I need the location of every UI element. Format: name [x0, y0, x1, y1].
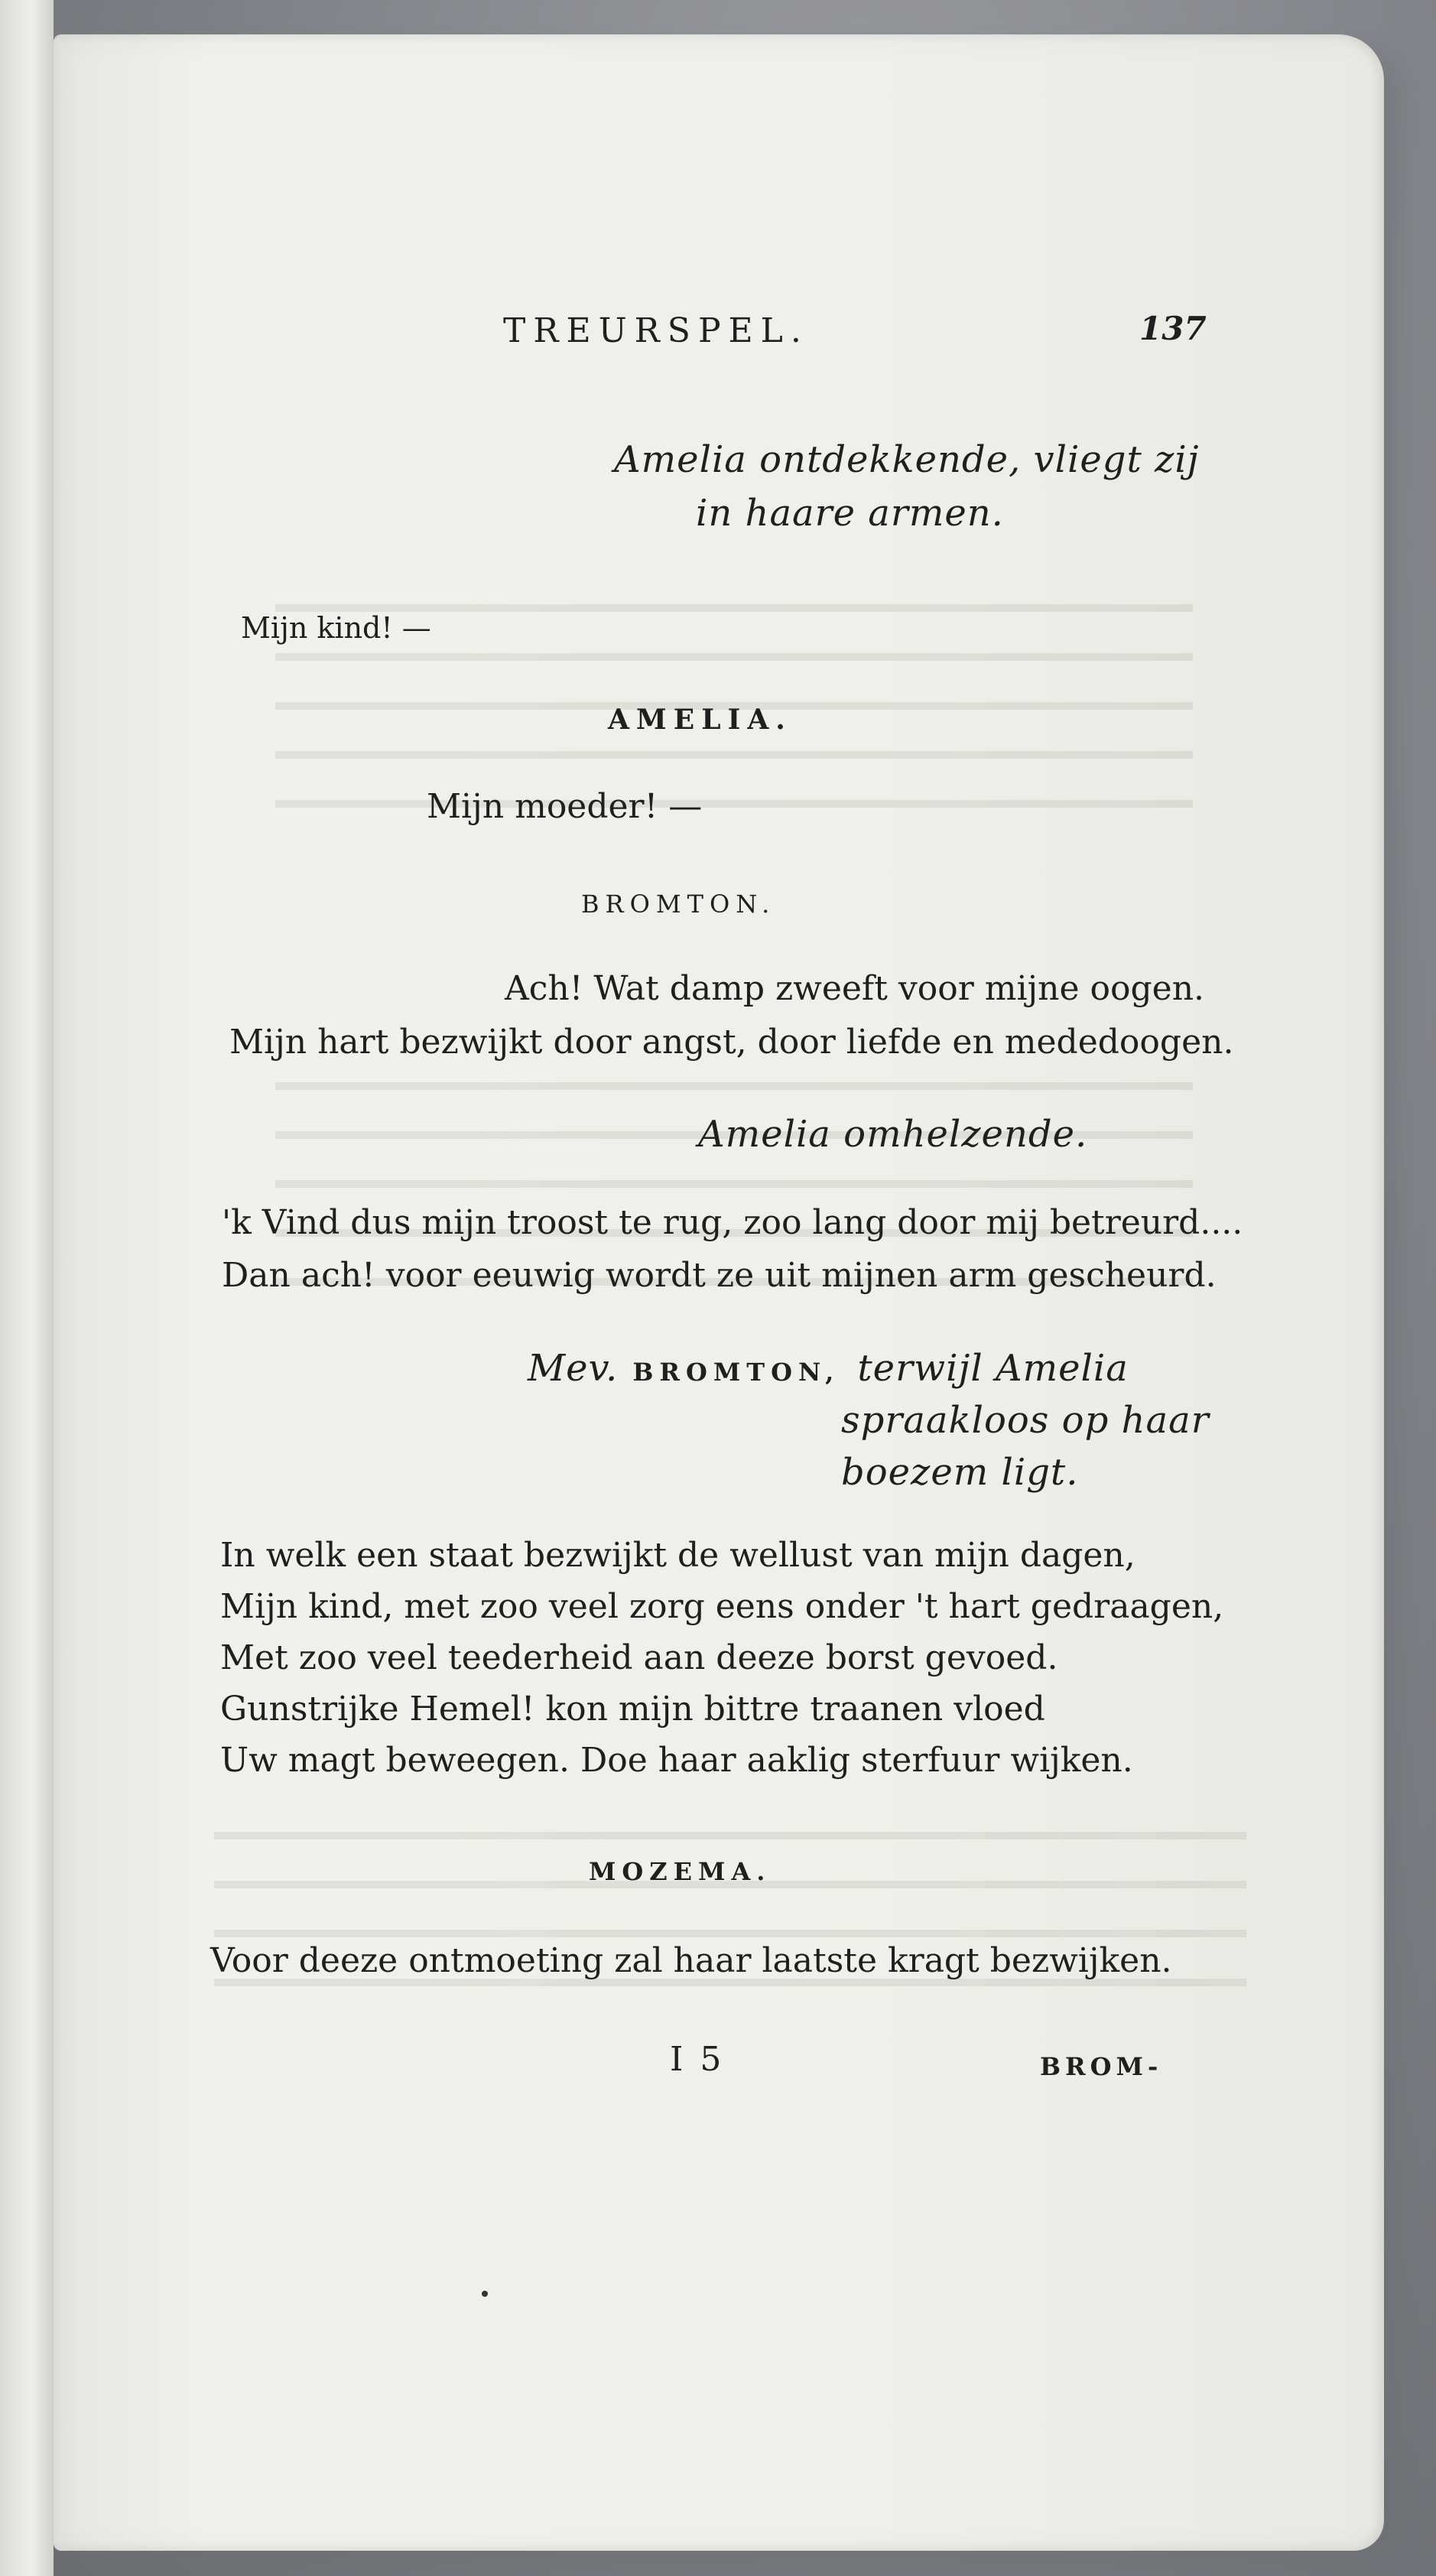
- stage-direction: spraakloos op haar: [841, 1399, 1210, 1442]
- dialogue-line: Gunstrijke Hemel! kon mijn bittre traanen vloed: [220, 1690, 1045, 1729]
- dialogue-line: Mijn moeder! —: [427, 787, 703, 826]
- dialogue-line: Voor deeze ontmoeting zal haar laatste kragt bezwijken.: [210, 1941, 1172, 1980]
- stage-direction: Amelia ontdekkende, vliegt zij: [614, 438, 1200, 481]
- stage-direction: [528, 1347, 1129, 1390]
- dialogue-line: Dan ach! voor eeuwig wordt ze uit mijnen arm gescheurd.: [222, 1256, 1217, 1295]
- stage-direction-prefix: Mev.: [528, 1347, 619, 1390]
- stage-direction-text: terwijl Amelia: [857, 1347, 1129, 1390]
- stage-direction: Amelia omhelzende.: [698, 1113, 1088, 1156]
- speaker-name: BROMTON.: [581, 890, 776, 919]
- stage-direction: in haare armen.: [696, 492, 1004, 535]
- dialogue-line: Mijn kind, met zoo veel zorg eens onder 't hart gedraagen,: [220, 1587, 1224, 1626]
- dialogue-line: Mijn kind! —: [241, 611, 431, 645]
- signature-mark: I 5: [670, 2040, 725, 2079]
- book-page: [54, 34, 1384, 2551]
- dialogue-line: In welk een staat bezwijkt de wellust van mijn dagen,: [220, 1536, 1135, 1575]
- page-number: 137: [1139, 310, 1207, 347]
- dialogue-line: Uw magt beweegen. Doe haar aaklig sterfuur wijken.: [220, 1741, 1133, 1780]
- stage-direction: boezem ligt.: [841, 1451, 1079, 1494]
- speaker-name: BROMTON,: [632, 1358, 840, 1387]
- dialogue-line: Met zoo veel teederheid aan deeze borst gevoed.: [220, 1638, 1058, 1677]
- speaker-name: MOZEMA.: [589, 1857, 772, 1886]
- dialogue-line: 'k Vind dus mijn troost te rug, zoo lang door mij betreurd....: [222, 1203, 1243, 1242]
- speaker-name: AMELIA.: [608, 704, 792, 736]
- catchword: BROM-: [1040, 2052, 1163, 2081]
- left-page-edge: [0, 0, 54, 2576]
- ink-speck: [482, 2291, 488, 2297]
- dialogue-line: Ach! Wat damp zweeft voor mijne oogen.: [505, 969, 1205, 1008]
- dialogue-line: Mijn hart bezwijkt door angst, door liefde en mededoogen.: [229, 1023, 1234, 1062]
- running-head: TREURSPEL.: [503, 311, 809, 350]
